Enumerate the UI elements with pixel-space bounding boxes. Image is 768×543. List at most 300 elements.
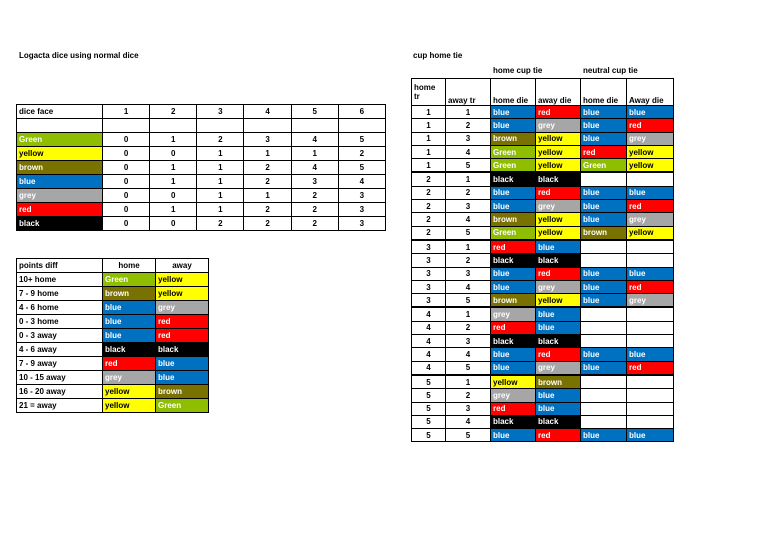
away-die-cell: blue xyxy=(536,240,581,254)
dice-table-header-cell: 6 xyxy=(338,105,385,119)
cup-table-row xyxy=(412,145,674,158)
home-tr-cell: 4 xyxy=(412,361,446,375)
home-cup-tie-heading: home cup tie xyxy=(493,66,543,75)
face-value-cell: 2 xyxy=(197,133,244,147)
neutral-away-die-cell xyxy=(627,389,674,402)
cup-table-row xyxy=(412,172,674,186)
home-die-cell: red xyxy=(103,357,156,371)
face-value-cell: 0 xyxy=(103,217,150,231)
dice-table-row xyxy=(17,189,386,203)
neutral-home-die-cell xyxy=(581,402,627,415)
cup-table-row xyxy=(412,267,674,280)
away-die-cell: blue xyxy=(536,321,581,334)
home-die-cell: grey xyxy=(491,307,536,321)
points-table-row xyxy=(17,329,209,343)
points-table-row xyxy=(17,385,209,399)
away-die-cell: grey xyxy=(536,361,581,375)
home-tr-cell: 5 xyxy=(412,375,446,389)
dice-table-header-cell: dice face xyxy=(17,105,103,119)
away-die-cell: red xyxy=(536,267,581,280)
home-tr-cell: 3 xyxy=(412,254,446,267)
neutral-away-die-cell: blue xyxy=(627,267,674,280)
away-tr-cell: 2 xyxy=(446,119,491,132)
face-value-cell: 1 xyxy=(197,203,244,217)
away-die-cell: red xyxy=(536,429,581,442)
cup-table-row xyxy=(412,294,674,308)
away-tr-cell: 5 xyxy=(446,159,491,173)
away-tr-cell: 3 xyxy=(446,132,491,145)
face-value-cell: 1 xyxy=(150,175,197,189)
away-tr-cell: 5 xyxy=(446,226,491,240)
dice-table-blank-cell xyxy=(244,119,291,133)
home-die-cell: blue xyxy=(491,429,536,442)
face-value-cell: 5 xyxy=(338,133,385,147)
cup-table-header-cell: away die xyxy=(536,79,581,106)
neutral-home-die-cell: blue xyxy=(581,186,627,199)
home-die-cell: blue xyxy=(491,280,536,293)
away-die-cell: yellow xyxy=(156,287,209,301)
neutral-away-die-cell xyxy=(627,335,674,348)
cup-table-header-cell: Away die xyxy=(627,79,674,106)
cup-tie-table xyxy=(411,78,674,442)
neutral-home-die-cell xyxy=(581,335,627,348)
dice-table-header-row xyxy=(17,105,386,119)
neutral-away-die-cell xyxy=(627,254,674,267)
face-value-cell: 0 xyxy=(103,189,150,203)
home-tr-cell: 3 xyxy=(412,294,446,308)
cup-table-row xyxy=(412,213,674,226)
away-die-cell: brown xyxy=(536,375,581,389)
face-value-cell: 2 xyxy=(244,161,291,175)
face-value-cell: 3 xyxy=(244,133,291,147)
home-die-cell: blue xyxy=(103,329,156,343)
neutral-away-die-cell xyxy=(627,415,674,428)
dice-table-blank-row xyxy=(17,119,386,133)
face-value-cell: 2 xyxy=(338,147,385,161)
home-die-cell: blue xyxy=(491,119,536,132)
cup-table-row xyxy=(412,132,674,145)
die-color-label: red xyxy=(17,203,103,217)
neutral-away-die-cell: blue xyxy=(627,348,674,361)
home-die-cell: brown xyxy=(491,294,536,308)
dice-table-blank-cell xyxy=(338,119,385,133)
away-die-cell: blue xyxy=(536,402,581,415)
face-value-cell: 3 xyxy=(338,189,385,203)
cup-table-row xyxy=(412,375,674,389)
cup-table-row xyxy=(412,361,674,375)
cup-table-row xyxy=(412,429,674,442)
away-die-cell: brown xyxy=(156,385,209,399)
dice-table-row xyxy=(17,147,386,161)
face-value-cell: 3 xyxy=(291,175,338,189)
points-table-row xyxy=(17,287,209,301)
face-value-cell: 3 xyxy=(338,203,385,217)
cup-table-row xyxy=(412,415,674,428)
face-value-cell: 1 xyxy=(197,175,244,189)
right-title: cup home tie xyxy=(413,51,463,60)
face-value-cell: 1 xyxy=(150,161,197,175)
die-color-label: grey xyxy=(17,189,103,203)
home-die-cell: black xyxy=(491,415,536,428)
away-die-cell: blue xyxy=(536,389,581,402)
dice-table-header-cell: 4 xyxy=(244,105,291,119)
away-tr-cell: 1 xyxy=(446,375,491,389)
die-color-label: brown xyxy=(17,161,103,175)
away-die-cell: yellow xyxy=(536,213,581,226)
away-die-cell: Green xyxy=(156,399,209,413)
home-tr-cell: 5 xyxy=(412,389,446,402)
home-die-cell: Green xyxy=(491,159,536,173)
face-value-cell: 1 xyxy=(197,147,244,161)
face-value-cell: 2 xyxy=(244,203,291,217)
home-die-cell: blue xyxy=(103,301,156,315)
away-die-cell: blue xyxy=(156,371,209,385)
neutral-away-die-cell: grey xyxy=(627,294,674,308)
neutral-home-die-cell xyxy=(581,240,627,254)
cup-table-row xyxy=(412,226,674,240)
cup-table-row xyxy=(412,186,674,199)
away-tr-cell: 4 xyxy=(446,348,491,361)
away-tr-cell: 1 xyxy=(446,307,491,321)
neutral-home-die-cell: blue xyxy=(581,361,627,375)
home-tr-cell: 2 xyxy=(412,172,446,186)
points-table-header-cell: home xyxy=(103,259,156,273)
points-table-header-row xyxy=(17,259,209,273)
home-tr-cell: 1 xyxy=(412,119,446,132)
die-color-label: Green xyxy=(17,133,103,147)
points-table-row xyxy=(17,301,209,315)
points-diff-label: 7 - 9 home xyxy=(17,287,103,301)
home-tr-cell: 3 xyxy=(412,280,446,293)
home-tr-cell: 3 xyxy=(412,267,446,280)
dice-table-blank-cell xyxy=(150,119,197,133)
away-tr-cell: 2 xyxy=(446,254,491,267)
home-die-cell: brown xyxy=(103,287,156,301)
home-die-cell: blue xyxy=(491,267,536,280)
dice-table-blank-cell xyxy=(17,119,103,133)
dice-table-header-cell: 1 xyxy=(103,105,150,119)
away-die-cell: red xyxy=(536,186,581,199)
points-diff-label: 4 - 6 away xyxy=(17,343,103,357)
away-tr-cell: 2 xyxy=(446,321,491,334)
neutral-home-die-cell xyxy=(581,389,627,402)
cup-table-header-cell: home die xyxy=(491,79,536,106)
points-table-row xyxy=(17,357,209,371)
home-die-cell: blue xyxy=(491,348,536,361)
neutral-home-die-cell xyxy=(581,172,627,186)
neutral-home-die-cell: blue xyxy=(581,106,627,119)
neutral-home-die-cell: blue xyxy=(581,200,627,213)
away-die-cell: black xyxy=(536,335,581,348)
away-tr-cell: 4 xyxy=(446,280,491,293)
face-value-cell: 1 xyxy=(150,203,197,217)
points-diff-label: 16 - 20 away xyxy=(17,385,103,399)
dice-table-header-cell: 5 xyxy=(291,105,338,119)
away-tr-cell: 1 xyxy=(446,106,491,119)
cup-table-row xyxy=(412,159,674,173)
cup-table-row xyxy=(412,200,674,213)
home-tr-cell: 5 xyxy=(412,402,446,415)
away-tr-cell: 5 xyxy=(446,294,491,308)
away-die-cell: yellow xyxy=(536,159,581,173)
home-die-cell: grey xyxy=(103,371,156,385)
home-die-cell: yellow xyxy=(491,375,536,389)
face-value-cell: 5 xyxy=(338,161,385,175)
neutral-home-die-cell: blue xyxy=(581,294,627,308)
away-die-cell: yellow xyxy=(156,273,209,287)
points-diff-label: 0 - 3 home xyxy=(17,315,103,329)
home-tr-cell: 2 xyxy=(412,213,446,226)
points-diff-label: 10+ home xyxy=(17,273,103,287)
home-tr-cell: 2 xyxy=(412,186,446,199)
cup-table-header-row xyxy=(412,79,674,106)
face-value-cell: 0 xyxy=(103,175,150,189)
away-tr-cell: 4 xyxy=(446,145,491,158)
away-die-cell: red xyxy=(536,106,581,119)
points-table-row xyxy=(17,315,209,329)
points-table-row xyxy=(17,399,209,413)
home-die-cell: black xyxy=(491,335,536,348)
away-die-cell: black xyxy=(156,343,209,357)
neutral-away-die-cell: red xyxy=(627,200,674,213)
face-value-cell: 1 xyxy=(244,189,291,203)
home-tr-cell: 5 xyxy=(412,415,446,428)
away-tr-cell: 2 xyxy=(446,186,491,199)
neutral-home-die-cell: blue xyxy=(581,267,627,280)
face-value-cell: 2 xyxy=(197,217,244,231)
neutral-away-die-cell: yellow xyxy=(627,226,674,240)
home-tr-cell: 4 xyxy=(412,335,446,348)
face-value-cell: 4 xyxy=(291,133,338,147)
home-die-cell: blue xyxy=(491,361,536,375)
cup-table-row xyxy=(412,106,674,119)
neutral-home-die-cell: red xyxy=(581,145,627,158)
neutral-home-die-cell xyxy=(581,254,627,267)
home-die-cell: blue xyxy=(491,106,536,119)
neutral-home-die-cell: Green xyxy=(581,159,627,173)
neutral-away-die-cell: blue xyxy=(627,186,674,199)
away-die-cell: grey xyxy=(536,119,581,132)
face-value-cell: 0 xyxy=(103,147,150,161)
dice-table-row xyxy=(17,203,386,217)
home-die-cell: red xyxy=(491,321,536,334)
face-value-cell: 2 xyxy=(244,175,291,189)
away-tr-cell: 5 xyxy=(446,361,491,375)
neutral-away-die-cell: grey xyxy=(627,132,674,145)
face-value-cell: 0 xyxy=(103,133,150,147)
face-value-cell: 4 xyxy=(338,175,385,189)
neutral-away-die-cell xyxy=(627,375,674,389)
dice-table-row xyxy=(17,217,386,231)
home-die-cell: blue xyxy=(491,200,536,213)
cup-table-header-cell: home die xyxy=(581,79,627,106)
neutral-cup-tie-heading: neutral cup tie xyxy=(583,66,638,75)
home-tr-cell: 3 xyxy=(412,240,446,254)
home-tr-cell: 1 xyxy=(412,132,446,145)
cup-table-header-cell: away tr xyxy=(446,79,491,106)
neutral-away-die-cell xyxy=(627,321,674,334)
neutral-home-die-cell: blue xyxy=(581,280,627,293)
neutral-home-die-cell xyxy=(581,415,627,428)
away-die-cell: blue xyxy=(156,357,209,371)
home-die-cell: Green xyxy=(491,226,536,240)
neutral-home-die-cell: blue xyxy=(581,429,627,442)
away-die-cell: yellow xyxy=(536,226,581,240)
cup-table-row xyxy=(412,402,674,415)
dice-table-header-cell: 2 xyxy=(150,105,197,119)
neutral-home-die-cell: brown xyxy=(581,226,627,240)
dice-table-row xyxy=(17,161,386,175)
home-tr-cell: 4 xyxy=(412,321,446,334)
neutral-away-die-cell: blue xyxy=(627,106,674,119)
face-value-cell: 4 xyxy=(291,161,338,175)
face-value-cell: 2 xyxy=(244,217,291,231)
away-die-cell: red xyxy=(156,315,209,329)
neutral-away-die-cell: red xyxy=(627,119,674,132)
points-table-row xyxy=(17,371,209,385)
neutral-home-die-cell xyxy=(581,375,627,389)
neutral-away-die-cell: red xyxy=(627,280,674,293)
neutral-home-die-cell: blue xyxy=(581,132,627,145)
neutral-away-die-cell xyxy=(627,402,674,415)
points-diff-table xyxy=(16,258,209,413)
face-value-cell: 2 xyxy=(291,217,338,231)
home-tr-cell: 4 xyxy=(412,348,446,361)
cup-table-row xyxy=(412,348,674,361)
away-die-cell: yellow xyxy=(536,132,581,145)
home-die-cell: blue xyxy=(491,186,536,199)
cup-table-row xyxy=(412,240,674,254)
away-tr-cell: 1 xyxy=(446,240,491,254)
home-tr-cell: 2 xyxy=(412,200,446,213)
home-die-cell: blue xyxy=(103,315,156,329)
home-tr-cell: 4 xyxy=(412,307,446,321)
neutral-away-die-cell xyxy=(627,307,674,321)
home-die-cell: grey xyxy=(491,389,536,402)
points-table-row xyxy=(17,343,209,357)
face-value-cell: 1 xyxy=(291,147,338,161)
away-die-cell: yellow xyxy=(536,145,581,158)
left-title: Logacta dice using normal dice xyxy=(19,51,139,60)
away-tr-cell: 4 xyxy=(446,213,491,226)
home-die-cell: brown xyxy=(491,213,536,226)
home-die-cell: yellow xyxy=(103,399,156,413)
face-value-cell: 3 xyxy=(338,217,385,231)
die-color-label: black xyxy=(17,217,103,231)
home-die-cell: yellow xyxy=(103,385,156,399)
away-die-cell: grey xyxy=(156,301,209,315)
neutral-home-die-cell: blue xyxy=(581,213,627,226)
away-tr-cell: 4 xyxy=(446,415,491,428)
away-die-cell: black xyxy=(536,172,581,186)
home-die-cell: black xyxy=(491,172,536,186)
points-diff-label: 0 - 3 away xyxy=(17,329,103,343)
neutral-home-die-cell: blue xyxy=(581,119,627,132)
home-die-cell: black xyxy=(103,343,156,357)
dice-table-blank-cell xyxy=(197,119,244,133)
home-die-cell: Green xyxy=(491,145,536,158)
away-die-cell: black xyxy=(536,415,581,428)
neutral-home-die-cell xyxy=(581,307,627,321)
away-tr-cell: 2 xyxy=(446,389,491,402)
points-diff-label: 10 - 15 away xyxy=(17,371,103,385)
face-value-cell: 1 xyxy=(150,133,197,147)
cup-table-row xyxy=(412,254,674,267)
die-color-label: yellow xyxy=(17,147,103,161)
neutral-away-die-cell: red xyxy=(627,361,674,375)
neutral-away-die-cell: yellow xyxy=(627,159,674,173)
cup-table-row xyxy=(412,119,674,132)
home-die-cell: Green xyxy=(103,273,156,287)
away-die-cell: red xyxy=(536,348,581,361)
neutral-away-die-cell xyxy=(627,172,674,186)
face-value-cell: 1 xyxy=(197,189,244,203)
dice-table-header-cell: 3 xyxy=(197,105,244,119)
cup-table-row xyxy=(412,280,674,293)
home-tr-cell: 1 xyxy=(412,145,446,158)
away-tr-cell: 3 xyxy=(446,402,491,415)
cup-table-row xyxy=(412,321,674,334)
home-die-cell: brown xyxy=(491,132,536,145)
home-tr-cell: 1 xyxy=(412,159,446,173)
dice-table-blank-cell xyxy=(291,119,338,133)
points-table-header-cell: away xyxy=(156,259,209,273)
points-diff-label: 7 - 9 away xyxy=(17,357,103,371)
face-value-cell: 0 xyxy=(103,203,150,217)
face-value-cell: 2 xyxy=(291,189,338,203)
neutral-away-die-cell: yellow xyxy=(627,145,674,158)
cup-table-header-cell: home tr xyxy=(412,79,446,106)
dice-face-table xyxy=(16,104,386,231)
die-color-label: blue xyxy=(17,175,103,189)
home-tr-cell: 2 xyxy=(412,226,446,240)
dice-table-row xyxy=(17,175,386,189)
home-die-cell: red xyxy=(491,240,536,254)
neutral-away-die-cell xyxy=(627,240,674,254)
points-table-row xyxy=(17,273,209,287)
away-die-cell: red xyxy=(156,329,209,343)
dice-table-blank-cell xyxy=(103,119,150,133)
cup-table-row xyxy=(412,307,674,321)
face-value-cell: 1 xyxy=(197,161,244,175)
home-tr-cell: 5 xyxy=(412,429,446,442)
away-die-cell: grey xyxy=(536,200,581,213)
cup-table-row xyxy=(412,335,674,348)
away-tr-cell: 3 xyxy=(446,267,491,280)
away-tr-cell: 1 xyxy=(446,172,491,186)
neutral-away-die-cell: blue xyxy=(627,429,674,442)
cup-table-row xyxy=(412,389,674,402)
away-die-cell: blue xyxy=(536,307,581,321)
points-diff-label: 4 - 6 home xyxy=(17,301,103,315)
away-die-cell: yellow xyxy=(536,294,581,308)
away-die-cell: black xyxy=(536,254,581,267)
neutral-home-die-cell: blue xyxy=(581,348,627,361)
points-table-header-cell: points diff xyxy=(17,259,103,273)
away-tr-cell: 5 xyxy=(446,429,491,442)
face-value-cell: 0 xyxy=(150,189,197,203)
points-diff-label: 21 = away xyxy=(17,399,103,413)
face-value-cell: 0 xyxy=(103,161,150,175)
neutral-away-die-cell: grey xyxy=(627,213,674,226)
face-value-cell: 1 xyxy=(244,147,291,161)
away-die-cell: grey xyxy=(536,280,581,293)
face-value-cell: 0 xyxy=(150,217,197,231)
home-die-cell: black xyxy=(491,254,536,267)
face-value-cell: 0 xyxy=(150,147,197,161)
dice-table-row xyxy=(17,133,386,147)
neutral-home-die-cell xyxy=(581,321,627,334)
